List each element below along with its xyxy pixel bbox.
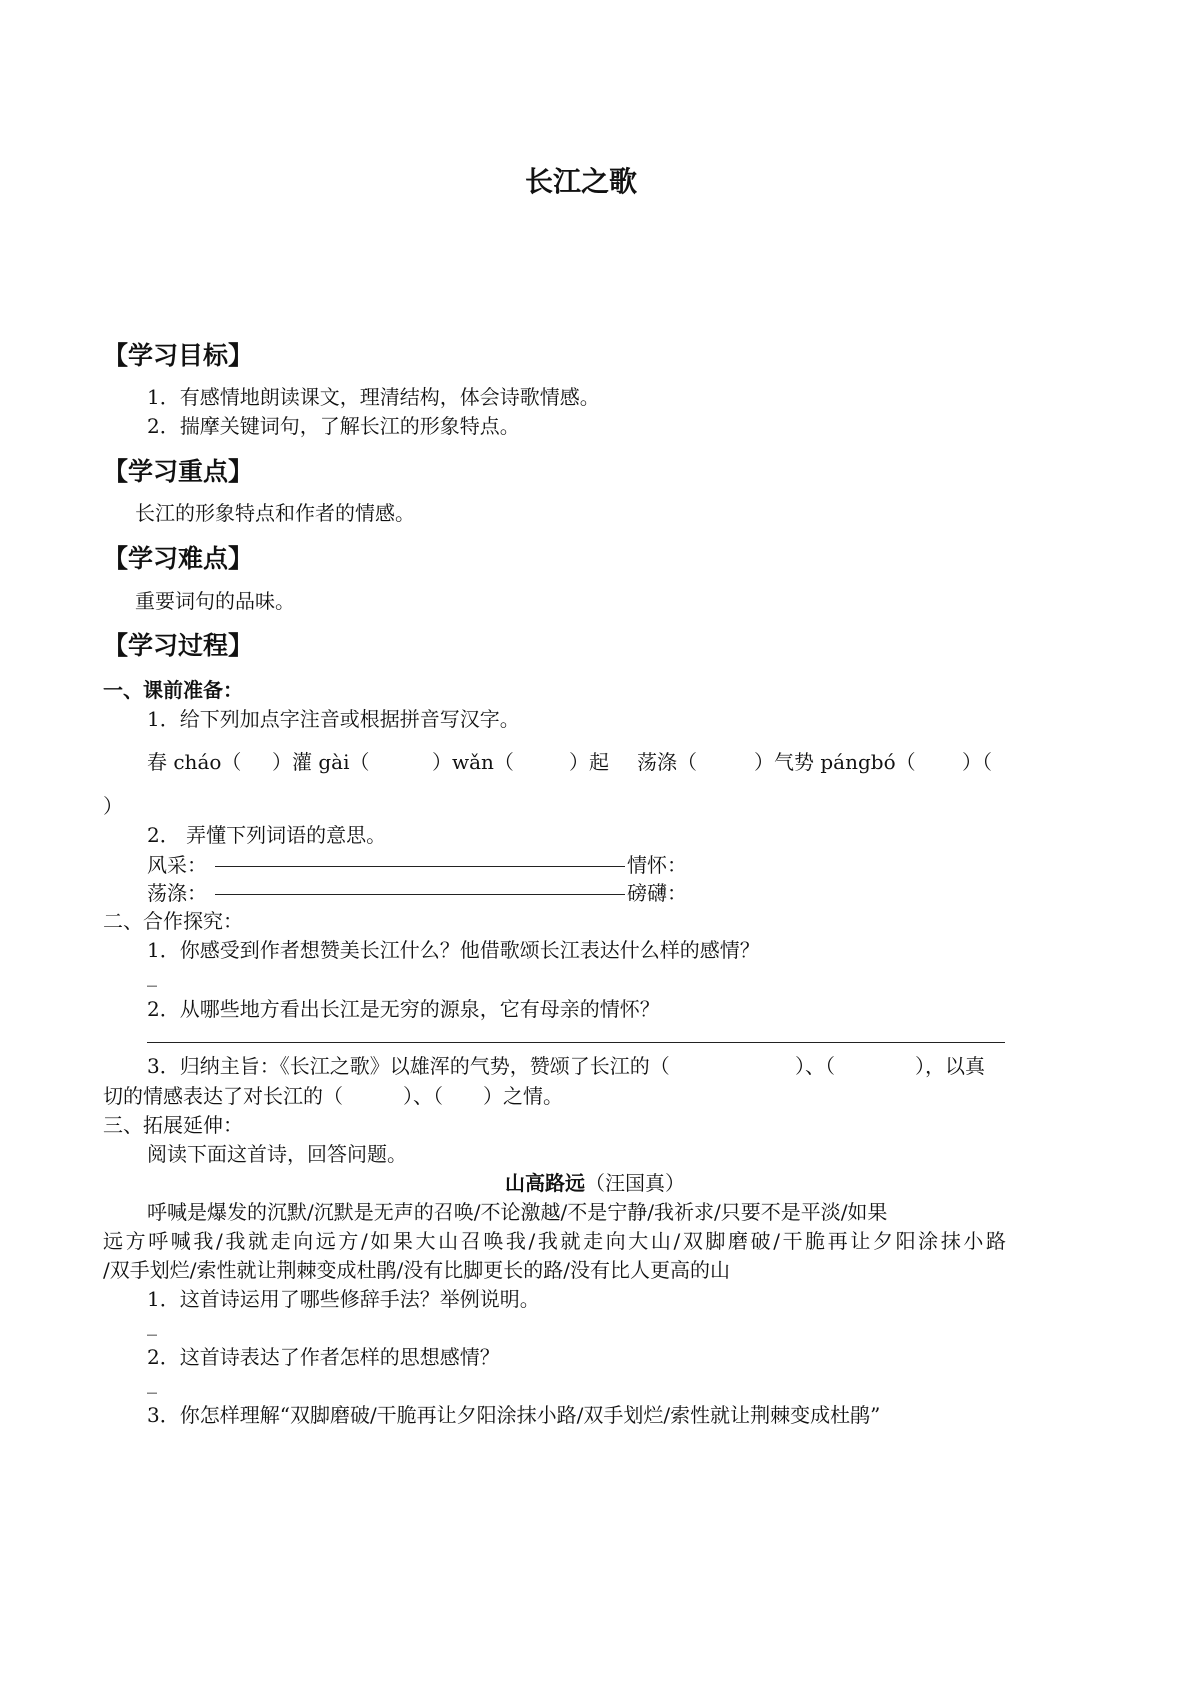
prep-question-1: 1．给下列加点字注音或根据拼音写汉字。 (147, 707, 520, 731)
process-heading: 【学习过程】 (103, 631, 254, 660)
coop-question-3-cont: 切的情感表达了对长江的（ ）、（ ）之情。 (103, 1084, 563, 1108)
answer-blank[interactable]: _ (147, 1312, 157, 1336)
answer-blank[interactable]: _ (147, 1370, 157, 1394)
coop-question-1: 1．你感受到作者想赞美长江什么？他借歌颂长江表达什么样的感情？ (147, 938, 760, 962)
poem-line: /双手划烂/索性就让荆棘变成杜鹃/没有比脚更长的路/没有比人更高的山 (103, 1258, 730, 1282)
extend-heading: 三、拓展延伸： (103, 1113, 243, 1137)
pinyin-item: ）wǎn（ (432, 750, 514, 774)
term-label: 磅礴： (627, 881, 687, 905)
pinyin-item: ）灌 gài（ (272, 750, 370, 774)
poem-line: 远方呼喊我/我就走向远方/如果大山召唤我/我就走向大山/双脚磨破/干脆再让夕阳涂抹小路 (103, 1229, 1006, 1253)
extend-intro: 阅读下面这首诗，回答问题。 (147, 1142, 407, 1166)
term-label: 情怀： (627, 853, 687, 877)
difficulties-text: 重要词句的品味。 (135, 589, 295, 613)
page-title: 长江之歌 (525, 165, 638, 198)
coop-question-3: ）、（ (795, 1054, 835, 1078)
prep-heading: 一、课前准备： (103, 678, 243, 702)
poem-author: （汪国真） (585, 1171, 685, 1195)
poem-title (505, 1167, 685, 1196)
key-points-text: 长江的形象特点和作者的情感。 (135, 501, 415, 525)
extend-question: 3．你怎样理解“双脚磨破/干脆再让夕阳涂抹小路/双手划烂/索性就让荆棘变成杜鹃” (147, 1403, 881, 1427)
poem-title-text: 山高路远 (505, 1171, 585, 1195)
answer-line[interactable] (215, 866, 625, 867)
coop-question-3: 3．归纳主旨：《长江之歌》以雄浑的气势，赞颂了长江的（ (147, 1054, 670, 1078)
coop-question-3: ），以真 (915, 1054, 985, 1078)
key-points-heading: 【学习重点】 (103, 457, 254, 486)
answer-line[interactable] (215, 894, 625, 895)
term-label: 风采： (147, 853, 207, 877)
objective-item: 1．有感情地朗读课文，理清结构，体会诗歌情感。 (147, 385, 600, 409)
pinyin-wrap: ） (103, 794, 123, 818)
term-label: 荡涤： (147, 881, 207, 905)
extend-question: 1．这首诗运用了哪些修辞手法？举例说明。 (147, 1287, 540, 1311)
prep-question-2: 2． 弄懂下列词语的意思。 (147, 823, 387, 847)
answer-line[interactable] (147, 1042, 1005, 1043)
pinyin-item: ）（ (962, 750, 992, 774)
extend-question: 2．这首诗表达了作者怎样的思想感情？ (147, 1345, 500, 1369)
coop-question-2: 2．从哪些地方看出长江是无穷的源泉，它有母亲的情怀？ (147, 997, 660, 1021)
pinyin-item: 春 cháo（ (147, 750, 242, 774)
pinyin-item: 荡涤（ (637, 750, 697, 774)
poem-line: 呼喊是爆发的沉默/沉默是无声的召唤/不论激越/不是宁静/我祈求/只要不是平淡/如果 (147, 1200, 888, 1224)
objective-item: 2．揣摩关键词句，了解长江的形象特点。 (147, 414, 520, 438)
objectives-heading: 【学习目标】 (103, 341, 254, 370)
coop-heading: 二、合作探究： (103, 909, 243, 933)
pinyin-item: ）起 (569, 750, 609, 774)
answer-blank[interactable]: _ (147, 963, 157, 987)
pinyin-item: ）气势 pángbó（ (754, 750, 916, 774)
difficulties-heading: 【学习难点】 (103, 544, 254, 573)
